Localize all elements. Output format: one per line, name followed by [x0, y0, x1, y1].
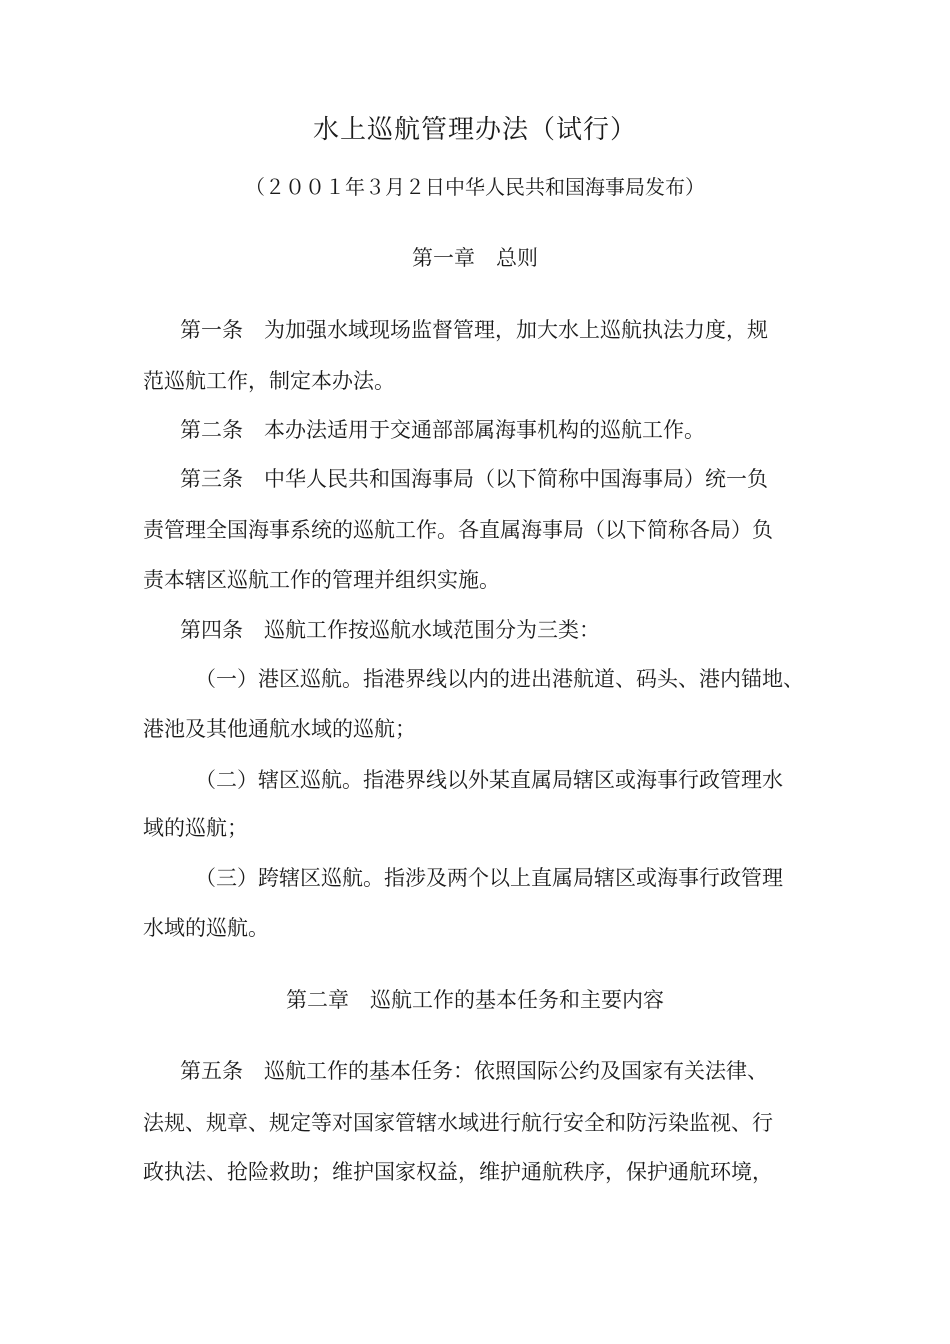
item-1-line-2: 港池及其他通航水域的巡航； [143, 717, 416, 741]
article-1-line-2: 范巡航工作，制定本办法。 [143, 369, 395, 393]
item-3-line-2: 水域的巡航。 [143, 916, 269, 940]
article-5-line-1: 第五条 巡航工作的基本任务：依照国际公约及国家有关法律、 [180, 1059, 768, 1083]
item-3-line-1: （三）跨辖区巡航。指涉及两个以上直属局辖区或海事行政管理 [195, 866, 783, 890]
document-subtitle: （２００１年３月２日中华人民共和国海事局发布） [245, 175, 705, 199]
item-2-line-2: 域的巡航； [143, 816, 248, 840]
document-title: 水上巡航管理办法（试行） [312, 115, 637, 145]
article-1-line-1: 第一条 为加强水域现场监督管理，加大水上巡航执法力度，规 [180, 318, 768, 342]
article-4-line-1: 第四条 巡航工作按巡航水域范围分为三类： [180, 618, 600, 642]
article-3-line-3: 责本辖区巡航工作的管理并组织实施。 [143, 568, 500, 592]
item-1-line-1: （一）港区巡航。指港界线以内的进出港航道、码头、港内锚地、 [195, 667, 804, 691]
article-2-line-1: 第二条 本办法适用于交通部部属海事机构的巡航工作。 [180, 418, 705, 442]
article-3-line-2: 责管理全国海事系统的巡航工作。各直属海事局（以下简称各局）负 [143, 518, 773, 542]
chapter-heading: 第一章 总则 [412, 246, 538, 270]
item-2-line-1: （二）辖区巡航。指港界线以外某直属局辖区或海事行政管理水 [195, 768, 783, 792]
article-5-line-3: 政执法、抢险救助；维护国家权益，维护通航秩序，保护通航环境， [143, 1160, 773, 1184]
chapter-heading: 第二章 巡航工作的基本任务和主要内容 [286, 988, 664, 1012]
article-5-line-2: 法规、规章、规定等对国家管辖水域进行航行安全和防污染监视、行 [143, 1111, 773, 1135]
article-3-line-1: 第三条 中华人民共和国海事局（以下简称中国海事局）统一负 [180, 467, 768, 491]
